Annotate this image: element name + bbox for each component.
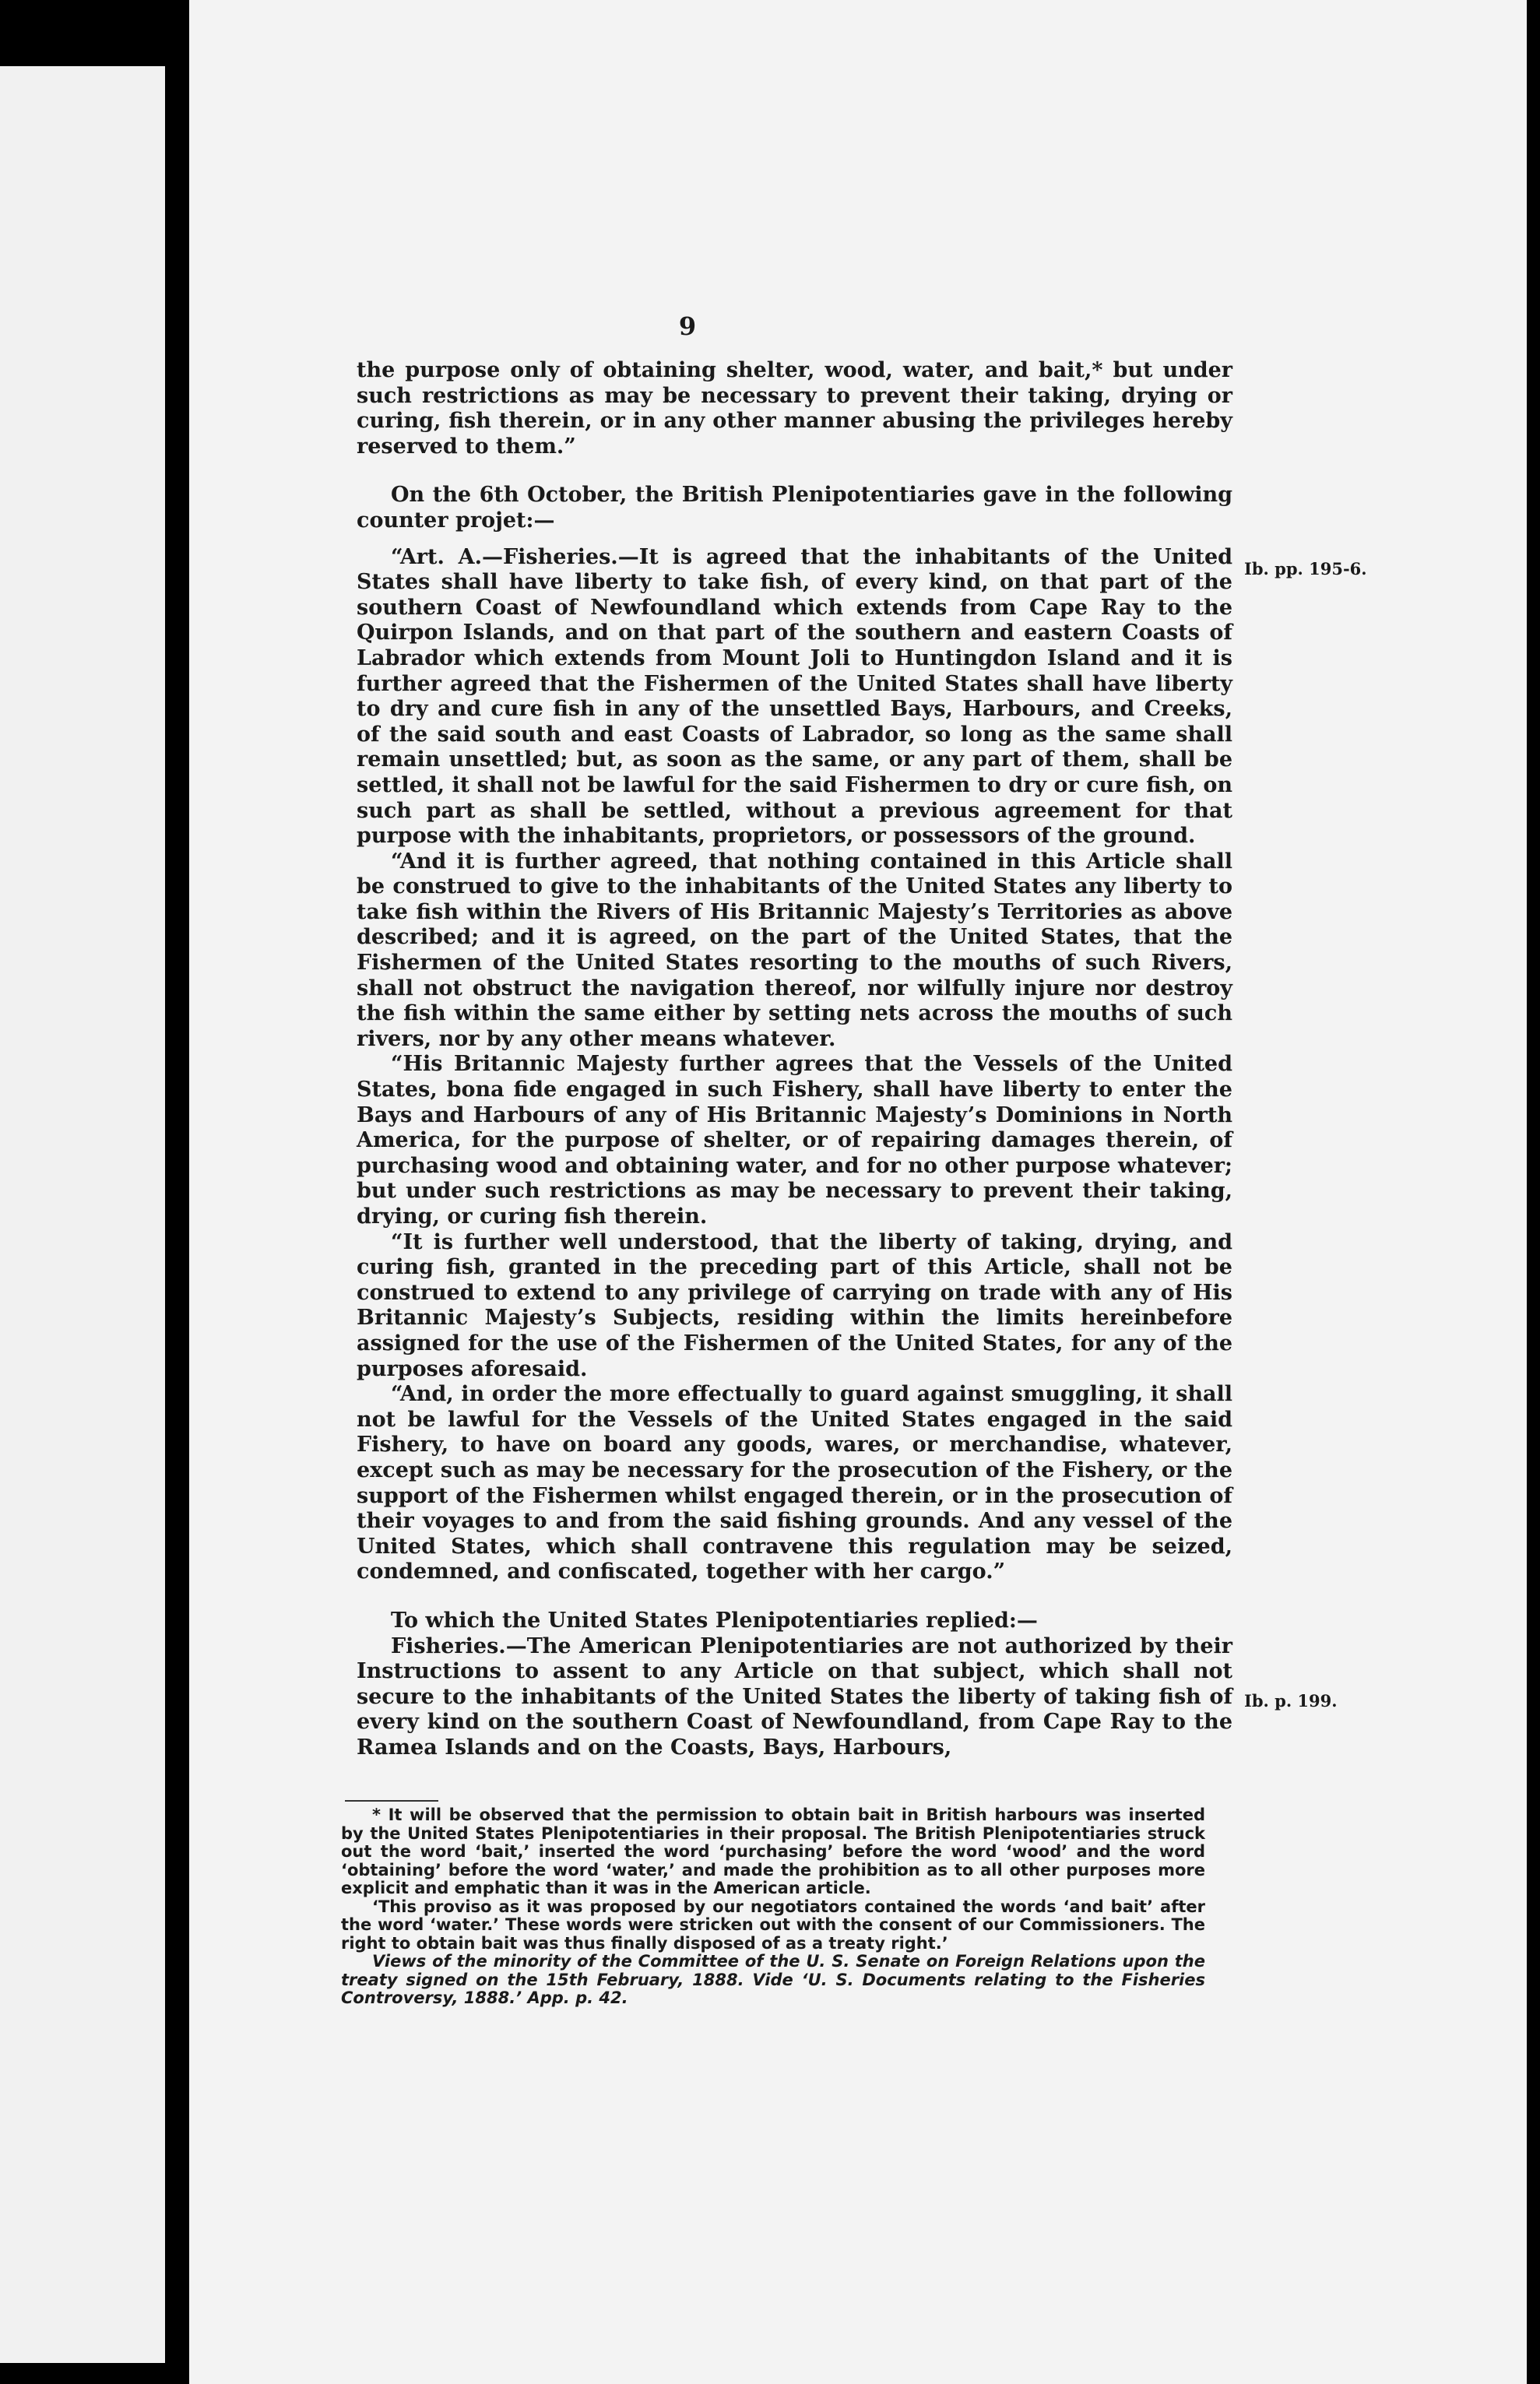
paragraph: “It is further well understood, that the liberty of taking, drying, and curing fish, granted in the preceding part of this Article, shall not be construed to extend to any privilege of carrying on trade with any of His Britannic Majesty’s Subjects, residing within the limits hereinbefore assigned for the use of the Fishermen of the United States, for any of the purposes aforesaid. xyxy=(357,1229,1232,1381)
paragraph: “Art. A.—Fisheries.—It is agreed that the inhabitants of the United States shall have liberty to take fish, of every kind, on that part of the southern Coast of Newfoundland which extends from Cape Ray to the Quirpon Islands, and on that part of the southern and eastern Coasts of Labrador which extends from Mount Joli to Huntingdon Island and it is further agreed that the Fishermen of the United States shall have liberty to dry and cure fish in any of the unsettled Bays, Harbours, and Creeks, of the said south and east Coasts of Labrador, so long as the same shall remain unsettled; but, as soon as the same, or any part of them, shall be settled, it shall not be lawful for the said Fishermen to dry or cure fish, on such part as shall be settled, without a previous agreement for that purpose with the inhabitants, proprietors, or possessors of the ground. xyxy=(357,544,1232,849)
footnote-rule xyxy=(345,1800,438,1802)
paragraph: “His Britannic Majesty further agrees that the Vessels of the United States, bona fide engaged in such Fishery, shall have liberty to enter the Bays and Harbours of any of His Britannic Majesty’s Dominions in North America, for the purpose of shelter, or of repairing damages therein, of purchasing wood and obtaining water, and for no other purpose whatever; but under such restrictions as may be necessary to prevent their taking, drying, or curing fish therein. xyxy=(357,1052,1232,1229)
paragraph: “And, in order the more effectually to guard against smuggling, it shall not be lawful for the Vessels of the United States engaged in the said Fishery, to have on board any goods, wares, or merchandise, whatever, except such as may be necessary for the prosecution of the Fishery, or the support of the Fishermen whilst engaged therein, or in the prosecution of their voyages to and from the said fishing grounds. And any vessel of the United States, which shall contravene this regulation may be seized, condemned, and confiscated, together with her cargo.” xyxy=(357,1382,1232,1584)
footnotes xyxy=(341,1806,1205,2008)
footnote: * It will be observed that the permission to obtain bait in British harbours was inserted by the United States Plenipotentiaries in their proposal. The British Plenipotentiaries struck out the word ‘bait,’ inserted the word ‘purchasing’ before the word ‘wood’ and the word ‘obtaining’ before the word ‘water,’ and made the prohibition as to all other purposes more explicit and emphatic than it was in the American article. xyxy=(341,1806,1205,1897)
paragraph: the purpose only of obtaining shelter, wood, water, and bait,* but under such restrictions as may be necessary to prevent their taking, drying or curing, fish therein, or in any other manner abusing the privileges hereby reserved to them.” xyxy=(357,358,1232,459)
paragraph: On the 6th October, the British Plenipotentiaries gave in the following counter projet:— xyxy=(357,483,1232,533)
footnote: Views of the minority of the Committee of the U. S. Senate on Foreign Relations upon the treaty signed on the 15th February, 1888. Vide ‘U. S. Documents relating to the Fisheries Controversy, 1888.’ App. p. 42. xyxy=(341,1952,1205,2007)
adjacent-page-edge xyxy=(0,66,165,2363)
paragraph: “And it is further agreed, that nothing contained in this Article shall be construed to give to the inhabitants of the United States any liberty to take fish within the Rivers of His Britannic Majesty’s Territories as above described; and it is agreed, on the part of the United States, that the Fishermen of the United States resorting to the mouths of such Rivers, shall not obstruct the navigation thereof, nor wilfully injure nor destroy the fish within the same either by setting nets across the mouths of such rivers, nor by any other means whatever. xyxy=(357,849,1232,1051)
margin-note: Ib. p. 199. xyxy=(1244,1691,1338,1711)
paragraph: Fisheries.—The American Plenipotentiaries are not authorized by their Instructions to assent to any Article on that subject, which shall not secure to the inhabitants of the United States the liberty of taking fish of every kind on the southern Coast of Newfoundland, from Cape Ray to the Ramea Islands and on the Coasts, Bays, Harbours, xyxy=(357,1633,1232,1760)
margin-note: Ib. pp. 195-6. xyxy=(1244,559,1367,578)
document-page xyxy=(189,0,1527,2384)
paragraph: To which the United States Plenipotentiaries replied:— xyxy=(391,1608,1038,1633)
page-number: 9 xyxy=(678,311,697,341)
footnote: ‘This proviso as it was proposed by our negotiators contained the words ‘and bait’ after the word ‘water.’ These words were stricken out with the consent of our Commissioners. The right to obtain bait was thus finally disposed of as a treaty right.’ xyxy=(341,1897,1205,1953)
body-text xyxy=(357,358,1232,1760)
